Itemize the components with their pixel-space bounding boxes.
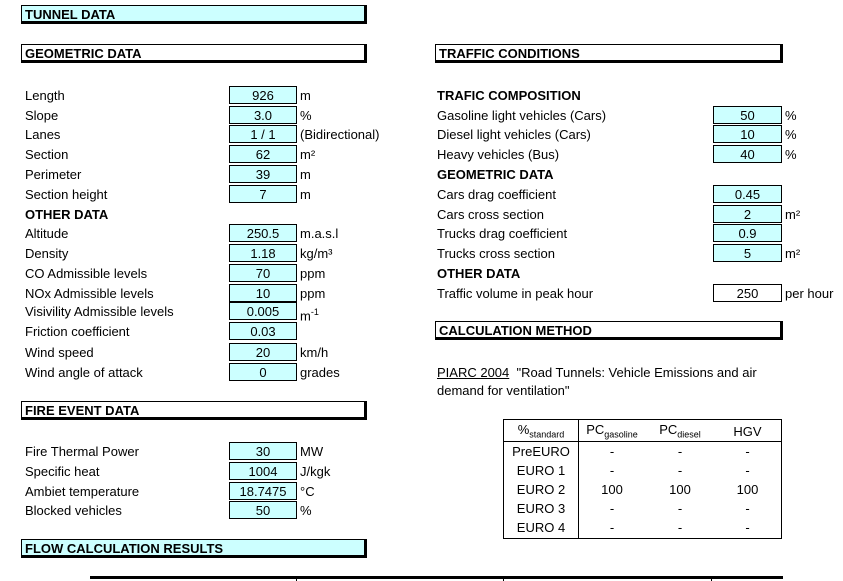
wind-angle-label: Wind angle of attack <box>25 365 143 380</box>
altitude-label: Altitude <box>25 226 69 241</box>
heavy-value[interactable]: 40 <box>713 145 782 163</box>
emissions-header-row <box>504 420 781 442</box>
friction-value[interactable]: 0.03 <box>229 322 297 340</box>
visibility-value[interactable]: 0.005 <box>229 302 297 320</box>
ambient-temp-unit: °C <box>300 484 315 499</box>
table-cell: - <box>745 444 750 459</box>
traffic-other-title: OTHER DATA <box>437 266 521 281</box>
cars-drag-value[interactable]: 0.45 <box>713 185 782 203</box>
trucks-cross-unit: m² <box>785 246 801 261</box>
traffic-composition-title: TRAFIC COMPOSITION <box>437 88 581 103</box>
section-value[interactable]: 62 <box>229 145 297 163</box>
trucks-drag-label: Trucks drag coefficient <box>437 226 568 241</box>
wind-speed-unit: km/h <box>300 345 329 360</box>
traffic-volume-label: Traffic volume in peak hour <box>437 286 594 301</box>
calculation-method-header: CALCULATION METHOD <box>435 321 783 340</box>
row-name: EURO 4 <box>516 520 566 535</box>
diesel-label: Diesel light vehicles (Cars) <box>437 127 591 142</box>
table-row <box>504 499 781 518</box>
section-height-value[interactable]: 7 <box>229 185 297 203</box>
table-cell: 100 <box>736 482 759 497</box>
row-name: EURO 3 <box>516 501 566 516</box>
slope-label: Slope <box>25 108 59 123</box>
tunnel-data-header: TUNNEL DATA <box>21 5 367 24</box>
emissions-table <box>504 420 781 537</box>
heavy-label: Heavy vehicles (Bus) <box>437 147 560 162</box>
fire-power-unit: MW <box>300 444 324 459</box>
perimeter-label: Perimeter <box>25 167 82 182</box>
table-row <box>504 518 781 537</box>
piarc-link[interactable]: PIARC 2004 <box>437 365 510 380</box>
table-cell: - <box>609 444 615 459</box>
table-cell: - <box>745 520 750 535</box>
fire-power-label: Fire Thermal Power <box>25 444 139 459</box>
table-cell: - <box>609 501 615 516</box>
table-cell: - <box>677 501 683 516</box>
method-description-1: "Road Tunnels: Vehicle Emissions and air <box>509 365 757 380</box>
heavy-unit: % <box>785 147 797 162</box>
wind-speed-label: Wind speed <box>25 345 94 360</box>
table-cell: - <box>745 501 750 516</box>
traffic-conditions-header: TRAFFIC CONDITIONS <box>435 44 783 63</box>
cars-cross-label: Cars cross section <box>437 207 544 222</box>
flow-calculation-results-header: FLOW CALCULATION RESULTS <box>21 539 367 558</box>
trucks-drag-value[interactable]: 0.9 <box>713 224 782 242</box>
table-cell: - <box>609 463 615 478</box>
section-height-label: Section height <box>25 187 108 202</box>
perimeter-value[interactable]: 39 <box>229 165 297 183</box>
co-label: CO Admissible levels <box>25 266 148 281</box>
row-name: PreEURO <box>512 444 570 459</box>
nox-unit: ppm <box>300 286 326 301</box>
gasoline-value[interactable]: 50 <box>713 106 782 124</box>
table-cell: 100 <box>601 482 623 497</box>
cars-cross-value[interactable]: 2 <box>713 205 782 223</box>
other-data-title: OTHER DATA <box>25 207 109 222</box>
ambient-temp-label: Ambiet temperature <box>25 484 140 499</box>
pc-gasoline-header: $PC_{gasoline}$ <box>586 422 638 440</box>
blocked-vehicles-label: Blocked vehicles <box>25 503 122 518</box>
specific-heat-unit: J/kgk <box>300 464 331 479</box>
table-row <box>504 461 781 480</box>
friction-label: Friction coefficient <box>25 324 130 339</box>
lanes-value[interactable]: 1 / 1 <box>229 125 297 143</box>
section-height-unit: m <box>300 187 311 202</box>
pc-diesel-header: $PC_{diesel}$ <box>659 422 701 440</box>
diesel-unit: % <box>785 127 797 142</box>
ambient-temp-value[interactable]: 18.7475 <box>229 482 297 500</box>
cars-drag-label: Cars drag coefficient <box>437 187 556 202</box>
wind-angle-value[interactable]: 0 <box>229 363 297 381</box>
specific-heat-label: Specific heat <box>25 464 100 479</box>
density-unit: kg/m³ <box>300 246 333 261</box>
length-value[interactable]: 926 <box>229 86 297 104</box>
cars-cross-unit: m² <box>785 207 801 222</box>
altitude-unit: m.a.s.l <box>300 226 339 241</box>
traffic-volume-unit: per hour <box>785 286 834 301</box>
visibility-label: Visivility Admissible levels <box>25 304 174 319</box>
blocked-vehicles-value[interactable]: 50 <box>229 501 297 519</box>
specific-heat-value[interactable]: 1004 <box>229 462 297 480</box>
fire-event-data-header: FIRE EVENT DATA <box>21 401 367 420</box>
method-description-2: demand for ventilation" <box>437 383 570 398</box>
table-row <box>504 480 781 499</box>
section-label: Section <box>25 147 69 162</box>
hgv-header: HGV <box>733 423 762 439</box>
nox-label: NOx Admissible levels <box>25 286 154 301</box>
results-table-top-edge <box>90 576 783 581</box>
table-cell: - <box>745 463 750 478</box>
co-unit: ppm <box>300 266 326 281</box>
slope-unit: % <box>300 108 312 123</box>
wind-angle-unit: grades <box>300 365 340 380</box>
diesel-value[interactable]: 10 <box>713 125 782 143</box>
table-cell: - <box>677 463 683 478</box>
wind-speed-value[interactable]: 20 <box>229 343 297 361</box>
fire-power-value[interactable]: 30 <box>229 442 297 460</box>
section-unit: m² <box>300 147 316 162</box>
lanes-label: Lanes <box>25 127 61 142</box>
length-unit: m <box>300 88 311 103</box>
table-cell: 100 <box>669 482 691 497</box>
slope-value[interactable]: 3.0 <box>229 106 297 124</box>
lanes-unit: (Bidirectional) <box>300 127 380 142</box>
blocked-vehicles-unit: % <box>300 503 312 518</box>
standard-header: $\%_{standard}$ <box>517 422 565 440</box>
table-cell: - <box>609 520 615 535</box>
density-label: Density <box>25 246 69 261</box>
altitude-value[interactable]: 250.5 <box>229 224 297 242</box>
visibility-unit: $m^{-1}$ <box>300 307 319 324</box>
traffic-volume-value[interactable]: 250 <box>713 284 782 302</box>
table-cell: - <box>677 444 683 459</box>
trucks-cross-label: Trucks cross section <box>437 246 555 261</box>
length-label: Length <box>25 88 65 103</box>
density-value[interactable]: 1.18 <box>229 244 297 262</box>
table-cell: - <box>677 520 683 535</box>
co-value[interactable]: 70 <box>229 264 297 282</box>
gasoline-label: Gasoline light vehicles (Cars) <box>437 108 607 123</box>
trucks-cross-value[interactable]: 5 <box>713 244 782 262</box>
nox-value[interactable]: 10 <box>229 284 297 302</box>
calculation-method-text <box>437 365 757 381</box>
row-name: EURO 1 <box>516 463 566 478</box>
geometric-data-header: GEOMETRIC DATA <box>21 44 367 63</box>
row-name: EURO 2 <box>516 482 566 497</box>
table-row <box>504 442 781 461</box>
perimeter-unit: m <box>300 167 311 182</box>
traffic-geometric-title: GEOMETRIC DATA <box>437 167 554 182</box>
gasoline-unit: % <box>785 108 797 123</box>
